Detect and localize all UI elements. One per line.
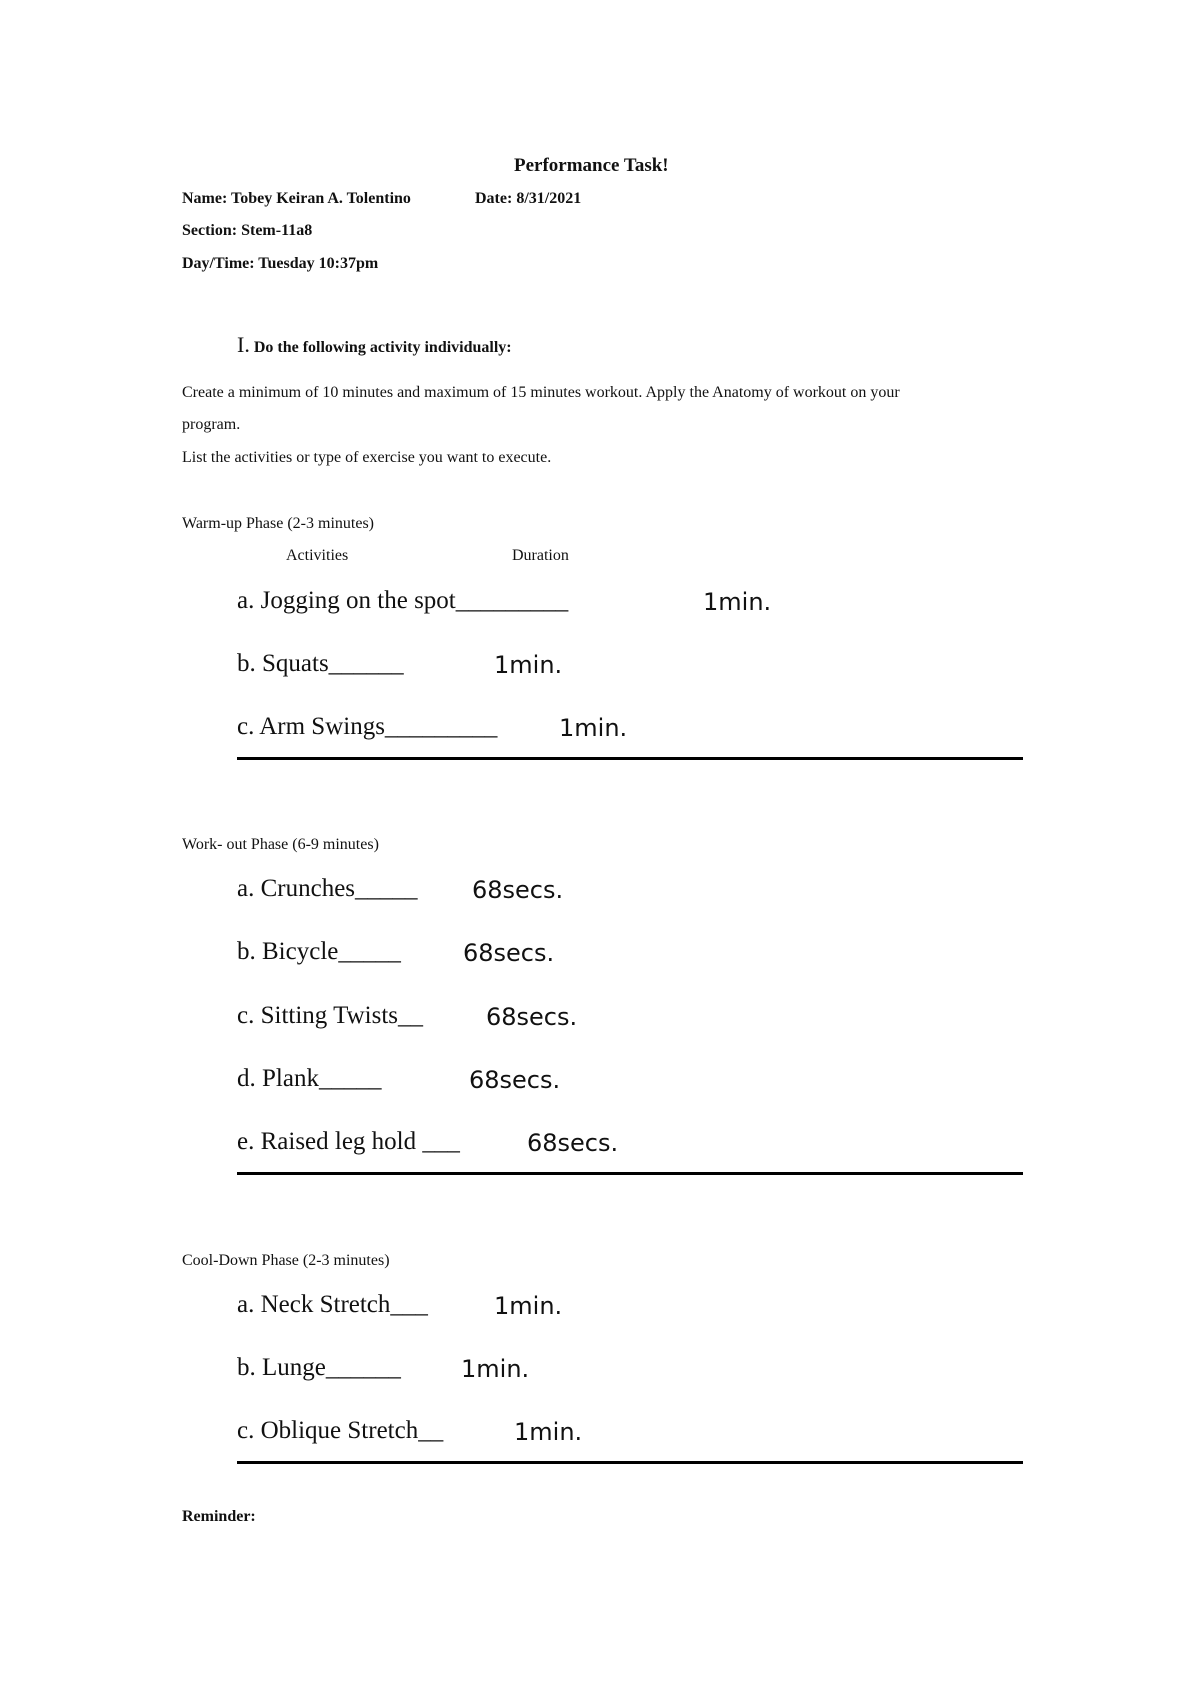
warmup-label: Warm-up Phase (2-3 minutes) (182, 515, 374, 532)
warmup-duration: 1min. (559, 714, 628, 742)
cooldown-activity: b. Lunge______ (237, 1354, 401, 1381)
instruction-heading-text: Do the following activity individually: (253, 339, 512, 356)
instruction-line-3: List the activities or type of exercise you want to execute. (182, 449, 552, 466)
instruction-line-2: program. (182, 416, 241, 433)
student-name: Name: Tobey Keiran A. Tolentino (182, 190, 411, 207)
divider (237, 757, 1023, 760)
workout-activity: c. Sitting Twists__ (237, 1002, 424, 1029)
col-duration: Duration (512, 547, 569, 564)
col-activities: Activities (286, 547, 349, 564)
instruction-heading (237, 332, 512, 358)
roman-numeral: I. (237, 332, 250, 357)
day-time: Day/Time: Tuesday 10:37pm (182, 255, 379, 272)
workout-activity: a. Crunches_____ (237, 875, 418, 902)
cooldown-duration: 1min. (514, 1418, 583, 1446)
section: Section: Stem-11a8 (182, 222, 313, 239)
cooldown-activity: c. Oblique Stretch__ (237, 1417, 444, 1444)
warmup-activity: c. Arm Swings_________ (237, 713, 498, 740)
warmup-activity: b. Squats______ (237, 650, 404, 677)
divider (237, 1172, 1023, 1175)
workout-label: Work- out Phase (6-9 minutes) (182, 836, 379, 853)
workout-activity: e. Raised leg hold ___ (237, 1128, 460, 1155)
page-title: Performance Task! (514, 155, 669, 176)
workout-duration: 68secs. (469, 1066, 561, 1094)
warmup-duration: 1min. (494, 651, 563, 679)
workout-duration: 68secs. (463, 939, 555, 967)
divider (237, 1461, 1023, 1464)
instruction-line-1: Create a minimum of 10 minutes and maximum of 15 minutes workout. Apply the Anatomy of workout on your (182, 384, 900, 401)
workout-duration: 68secs. (472, 876, 564, 904)
workout-duration: 68secs. (527, 1129, 619, 1157)
cooldown-label: Cool-Down Phase (2-3 minutes) (182, 1252, 390, 1269)
workout-duration: 68secs. (486, 1003, 578, 1031)
cooldown-duration: 1min. (461, 1355, 530, 1383)
warmup-activity: a. Jogging on the spot_________ (237, 587, 569, 614)
date: Date: 8/31/2021 (475, 190, 582, 207)
cooldown-activity: a. Neck Stretch___ (237, 1291, 428, 1318)
warmup-duration: 1min. (703, 588, 772, 616)
cooldown-duration: 1min. (494, 1292, 563, 1320)
reminder-label: Reminder: (182, 1508, 256, 1525)
workout-activity: b. Bicycle_____ (237, 938, 401, 965)
workout-activity: d. Plank_____ (237, 1065, 382, 1092)
